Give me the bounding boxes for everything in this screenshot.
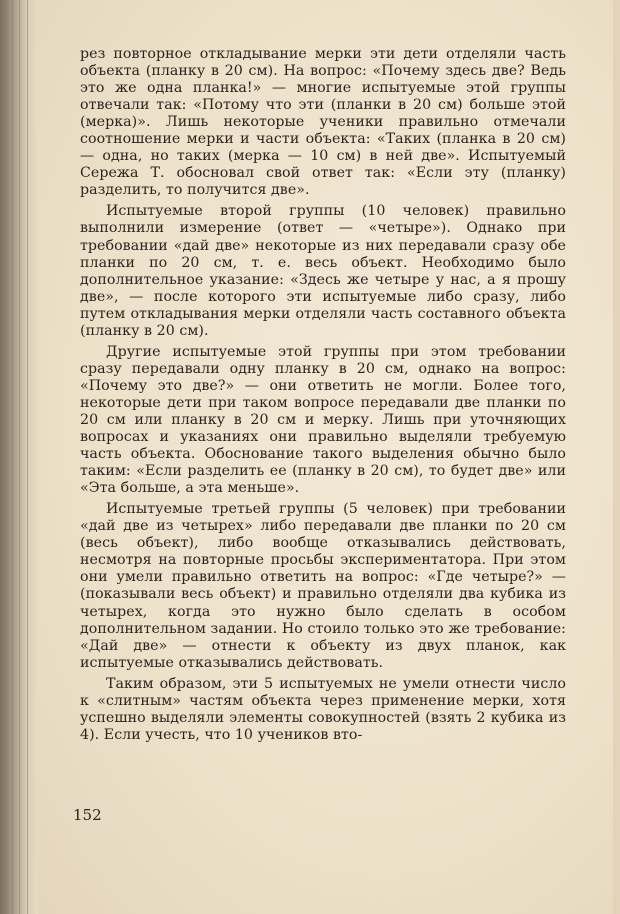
paragraph: Другие испытуемые этой группы при этом требовании сразу передавали одну планку в 20 см, однако на вопрос: «Почему это две?» — они ответить не могли. Более того, некоторые дети при таком вопросе передавали две планки по 20 см или планку в 20 см и мерку. Лишь при уточняющих вопросах и указаниях они правильно выделяли требуемую часть объекта. Обоснование такого выделения обычно было таким: «Если разделить ее (планку в 20 см), то будет две» или «Эта больше, а эта меньше». [80, 343, 566, 497]
page-edge-line [19, 0, 20, 914]
paragraph: Испытуемые третьей группы (5 человек) при требовании «дай две из четырех» либо передавали две планки по 20 см (весь объект), либо вообще отказывались действовать, несмотря на повторные просьбы экспериментатора. При этом они умели правильно ответить на вопрос: «Где четыре?» — (показывали весь объект) и правильно отделяли два кубика из четырех, когда это нужно было сделать в особом дополнительном задании. Но стоило только это же требование: «Дай две» — отнести к объекту из двух планок, как испытуемые отказывались действовать. [80, 501, 566, 671]
body-text [80, 46, 566, 744]
paragraph: Испытуемые второй группы (10 человек) правильно выполнили измерение (ответ — «четыре»). Однако при требовании «дай две» некоторые из них передавали сразу обе планки по 20 см, т. е. весь объект. Необходимо было дополнительное указание: «Здесь же четыре у нас, а я прошу две», — после которого эти испытуемые либо сразу, либо путем откладывания мерки отделяли часть составного объекта (планку в 20 см). [80, 203, 566, 339]
paragraph-continued: рез повторное откладывание мерки эти дети отделяли часть объекта (планку в 20 см). На вопрос: «Почему здесь две? Ведь это же одна планка!» — многие испытуемые этой группы отвечали так: «Потому что эти (планки в 20 см) больше этой (мерка)». Лишь некоторые ученики правильно отмечали соотношение мерки и части объекта: «Таких (планка в 20 см) — одна, но таких (мерка — 10 см) в ней две». Испытуемый Сережа Т. обосновал свой ответ так: «Если эту (планку) разделить, то получится две». [80, 46, 566, 199]
page-number: 152 [73, 806, 102, 824]
page-edge-line [6, 0, 7, 914]
book-page [38, 0, 613, 914]
paragraph: Таким образом, эти 5 испытуемых не умели отнести число к «слитным» частям объекта через применение мерки, хотя успешно выделяли элементы совокупностей (взять 2 кубика из 4). Если учесть, что 10 учеников вто- [80, 675, 566, 743]
page-edge-line [12, 0, 13, 914]
page-edge-line [27, 0, 28, 914]
page-right-edge [613, 0, 620, 914]
